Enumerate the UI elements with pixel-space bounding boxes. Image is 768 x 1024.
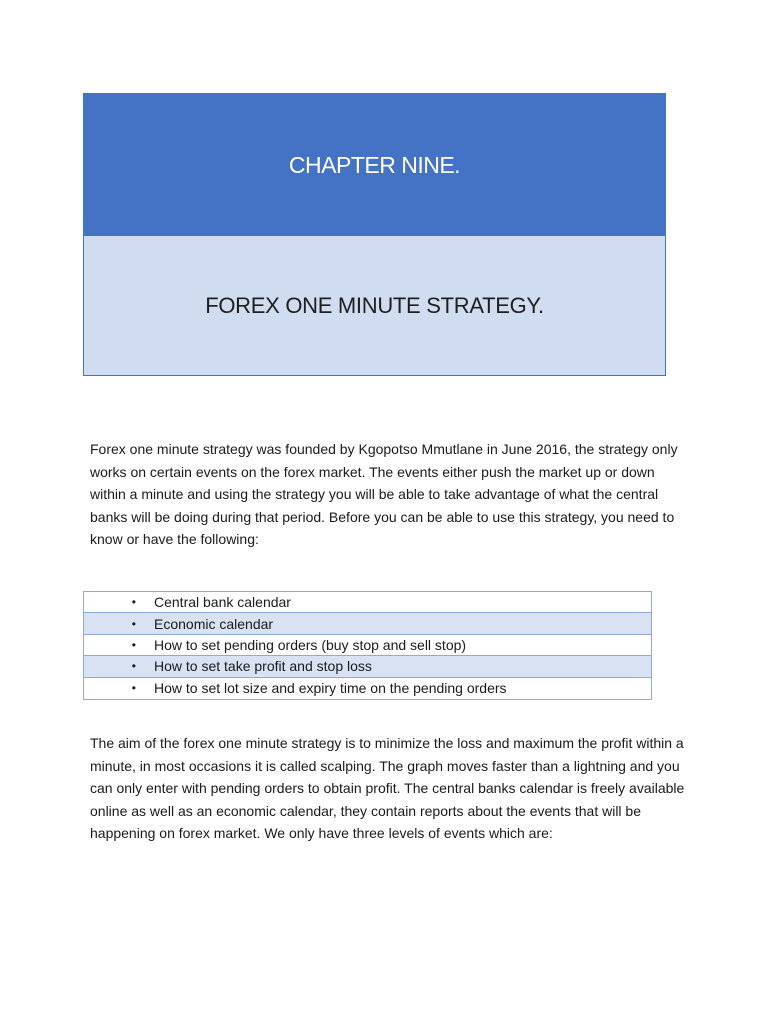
bullet-icon: • (131, 616, 136, 631)
aim-paragraph: The aim of the forex one minute strategy is to minimize the loss and maximum the profit within a minute, in most occasions it is called scalping. The graph moves faster than a lightning and you can only enter with pending orders to obtain profit. The central banks calendar is freely available online as well as an economic calendar, they contain reports about the events that will be happening on forex market. We only have three levels of events which are: (90, 735, 685, 841)
bullet-icon: • (131, 637, 136, 652)
requirement-row (84, 656, 651, 677)
bullet-icon: • (131, 659, 136, 674)
chapter-title: CHAPTER NINE. (288, 151, 461, 178)
chapter-title-band (84, 94, 665, 236)
bullet-icon: • (131, 681, 136, 696)
chapter-subtitle: FOREX ONE MINUTE STRATEGY. (205, 292, 544, 318)
chapter-header (83, 93, 666, 376)
requirement-row (84, 613, 651, 634)
requirement-text: Central bank calendar (154, 594, 291, 611)
requirement-text: How to set take profit and stop loss (154, 658, 372, 675)
requirement-text: Economic calendar (154, 615, 274, 632)
intro-paragraph: Forex one minute strategy was founded by Kgopotso Mmutlane in June 2016, the strategy only works on certain events on the forex market. The events either push the market up or down within a minute and using the strategy you will be able to take advantage of what the central banks will be doing during that period. Before you can be able to use this strategy, you need to know or have the following: (90, 441, 678, 547)
requirement-row (84, 592, 651, 613)
requirement-row (84, 635, 651, 656)
requirement-row (84, 678, 651, 699)
requirement-text: How to set lot size and expiry time on the pending orders (154, 680, 507, 697)
chapter-subtitle-band (84, 236, 665, 375)
requirement-text: How to set pending orders (buy stop and sell stop) (154, 636, 467, 653)
requirements-table (83, 591, 652, 700)
bullet-icon: • (131, 595, 136, 610)
